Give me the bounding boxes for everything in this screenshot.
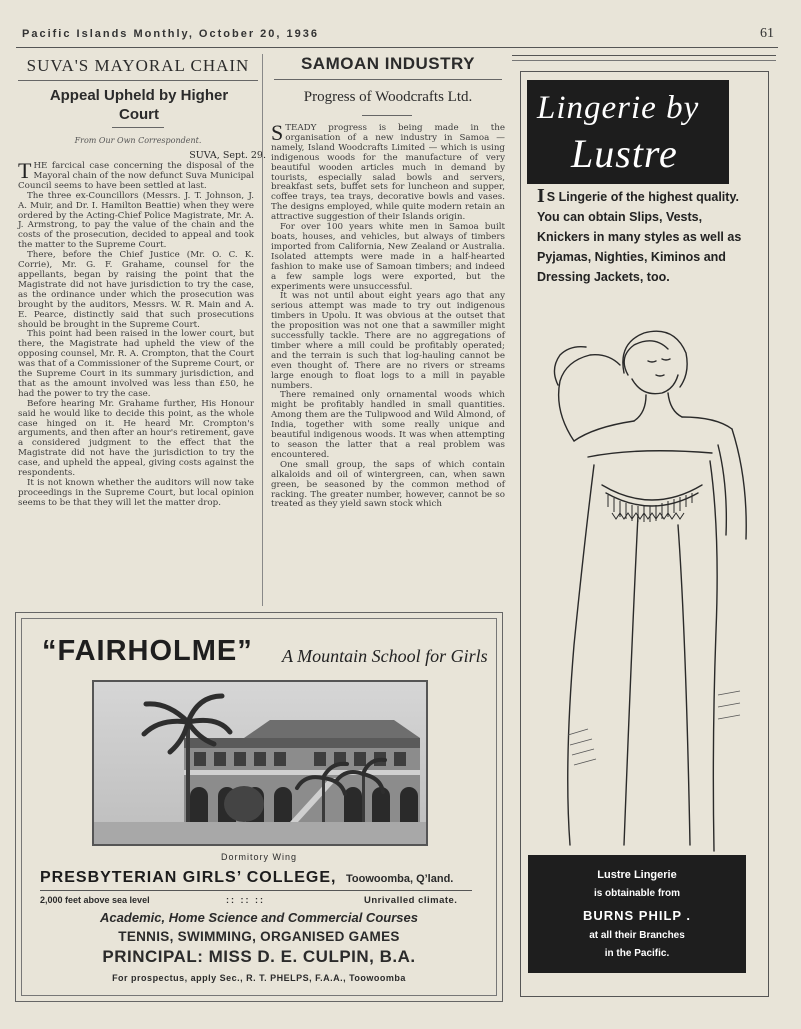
school-name: “FAIRHOLME” [42,635,253,667]
stockist-line1: Lustre Lingerie [597,869,677,881]
article2-paragraph: It was not until about eight years ago that any serious attempt was made to try out indigenous timbers in Upolu. It was obvious at the outset that the proposition was not one that a sawmiller might successfully tackle. There are no aggregations of timber where a mill could be profitably operated; and the terrain is such that log-hauling cannot be even thought of. There are no rivers or streams large enough to float logs to a mill in payable numbers. [271,291,505,391]
lingerie-advertisement [512,55,776,1005]
article2-paragraph: There remained only ornamental woods which might be profitably handled in small quantities. Among them are the Tulipwood and Wild Almond, of India, together with some really unique and beautiful indigenous woods. It was when attempting to season the latter that a real problem was encountered. [271,390,505,460]
article2-short-rule [362,115,412,116]
article1-headline: Appeal Upheld by Higher Court [49,87,229,123]
article1-dropcap: T [18,158,32,183]
college-name: PRESBYTERIAN GIRLS’ COLLEGE, [40,869,337,886]
article2-paragraph: One small group, the saps of which contain alkaloids and oil of wintergreen, can, when sawn green, be seasoned by the common method of racking. The greater number, however, cannot be so treated as they yield sawn stock which [271,459,505,510]
ad-copy-cap: I [537,185,545,207]
fairholme-advertisement [15,612,503,1002]
article1-section-title: SUVA'S MAYORAL CHAIN [26,56,250,75]
stockist-line2: is obtainable from [593,888,681,899]
article1-paragraph: THE farcical case concerning the disposal of the Mayoral chain of the now defunct Suva Municipal Council seems to have been settled at last. [18,158,254,191]
principal-text: PRINCIPAL: MISS D. E. CULPIN, B.A. [102,947,416,966]
games-text: TENNIS, SWIMMING, ORGANISED GAMES [118,929,400,944]
article1-paragraph: Before hearing Mr. Grahame further, His Honour said he would like to decide this point, as the whole case hinged on it. He heard Mr. Crompton's arguments, and then after an hour's retirement, gave a considered judgment to the effect that the Magistrate did not have the jurisdiction to try the case, and upheld the appeal, giving costs against the respondents. [18,398,254,479]
prospectus-text: For prospectus, apply Sec., R. T. PHELPS, F.A.A., Toowoomba [112,973,406,983]
courses-text: Academic, Home Science and Commercial Courses [100,910,418,925]
stockist-box [528,855,746,973]
publication-line: Pacific Islands Monthly, October 20, 1936 [22,28,319,40]
article2-section-title: SAMOAN INDUSTRY [300,54,476,73]
college-photo-illustration [94,682,426,844]
woman-in-slip-drawing [528,315,760,853]
photo-caption: Dormitory Wing [220,852,297,862]
separator-dots: :: :: :: [226,895,265,905]
climate-text: Unrivalled climate. [364,895,458,906]
article1-body [18,158,254,509]
ad-top-rule-thin [512,60,776,61]
stockist-line3: BURNS PHILP . [582,908,692,923]
page-number: 61 [760,26,774,41]
article1-paragraph: It is not known whether the auditors will now take proceedings in the Supreme Court, but local opinion seems to be that they will let the matter drop. [18,478,254,508]
ad-top-rule [512,55,776,56]
ad-copy-text: S Lingerie of the highest quality. You can obtain Slips, Vests, Knickers in many styles as well as Pyjamas, Nighties, Kiminos and Dressing Jackets, too. [537,190,742,284]
ad-copy [537,187,751,287]
article2-dropcap: S [271,120,284,145]
header-rule [16,47,778,48]
fashion-figure-illustration [528,315,760,853]
article2-rule [274,79,502,80]
article2-body [271,120,505,510]
stockist-line5: in the Pacific. [604,948,670,959]
article1-dateline: SUVA, Sept. 29. [189,150,266,161]
article2-paragraph: For over 100 years white men in Samoa built boats, houses, and vehicles, but always of timbers imported from California, New Zealand or Australia. Isolated attempts were made in a half-hearted fashion to make use of Samoan timbers; and indeed a few sample logs were exported, but the experiments were unsuccessful. [271,222,505,292]
article1-paragraph: This point had been raised in the lower court, but there, the Magistrate had upheld the view of the opposing counsel, Mr. R. A. Crompton, that the Court was that of a Commissioner of the Supreme Court, or the Supreme Court in its summary jurisdiction, and that as the amount involved was less than £50, he had the power to try the case. [18,329,254,399]
article1-byline: From Our Own Correspondent. [74,136,202,145]
stockist-line4: at all their Branches [589,930,685,941]
brand-script-line1: Lingerie by [537,90,700,126]
article1-paragraph: The three ex-Councillors (Messrs. J. T. Johnson, J. A. Muir, and Dr. I. Hamilton Beattie) when they were ordered by the Acting-Chief Police Magistrate, Mr. A. J. Armstrong, to pay the value of the chain and the costs of the prosecution, decided to appeal and took the matter to the Supreme Court. [18,190,254,251]
brand-script-line2: Lustre [571,131,678,176]
column-divider [262,54,263,606]
school-tagline: A Mountain School for Girls [282,646,488,666]
article1-short-rule [112,127,164,128]
article1-paragraph: There, before the Chief Justice (Mr. O. C. K. Corrie), Mr. G. F. Grahame, counsel for the appellants, began by raising the point that the Magistrate did not have jurisdiction to try the case, as the ordinance under which the prosecution was brought by the auditors, Messrs. W. R. Main and A. E. Pearce, distinctly said that such prosecutions should be brought in the Supreme Court. [18,250,254,330]
ad-rule [40,890,472,891]
altitude-text: 2,000 feet above sea level [40,895,150,905]
college-town: Toowoomba, Q’land. [346,873,454,885]
article2-headline: Progress of Woodcrafts Ltd. [303,89,473,105]
brand-script-box [527,80,729,184]
article1-rule [18,80,258,81]
page-header [22,28,774,46]
college-photo [92,680,428,846]
article2-paragraph: STEADY progress is being made in the organisation of a new industry in Samoa — namely, Island Woodcrafts Limited — which is using indigenous woods for the manufacture of very beautiful wooden articles much in demand by tourists, especially salad bowls and servers, breakfast sets, buffet sets for luncheon and supper, coffee trays, tea trays, decorative bowls and vases. The designs employed, while quite modern retain an attractive suggestion of their Islands origin. [271,120,505,223]
